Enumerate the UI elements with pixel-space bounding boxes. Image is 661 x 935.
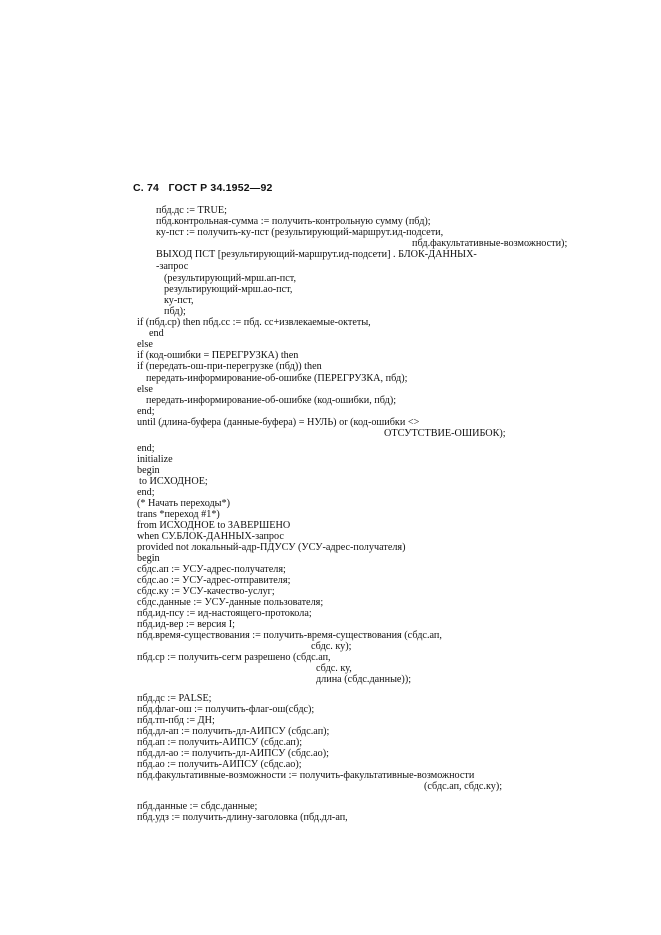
code-line: ку-пст := получить-ку-пст (результирующий-маршрут.ид-подсети, (156, 227, 444, 238)
code-line: (результирующий-мрш.ап-пст, (164, 273, 297, 284)
code-line: end; (137, 443, 155, 454)
code-line: пбд.ид-псу := ид-настоящего-протокола; (137, 608, 312, 619)
code-line: пбд.данные := сбдс.данные; (137, 801, 258, 812)
code-line: сбдс. ку, (316, 663, 352, 674)
code-line: until (длина-буфера (данные-буфера) = НУЛЬ) or (код-ошибки <> (137, 417, 420, 428)
code-line: пбд.удз := получить-длину-заголовка (пбд.дл-ап, (137, 812, 348, 823)
page-number: С. 74 (133, 182, 160, 194)
code-line: передать-информирование-об-ошибке (код-ошибки, пбд); (146, 395, 397, 406)
code-line: пбд.ср := получить-сегм разрешено (сбдс.ап, (137, 652, 331, 663)
code-line: пбд.флаг-ош := получить-флаг-ош(сбдс); (137, 704, 315, 715)
code-line: пбд.дл-ап := получить-дл-АИПСУ (сбдс.ап); (137, 726, 330, 737)
code-line: пбд.ид-вер := версия I; (137, 619, 235, 630)
code-line: if (пбд.ср) then пбд.сс := пбд. сс+извлекаемые-октеты, (137, 317, 371, 328)
code-line: end (149, 328, 164, 339)
code-line: if (код-ошибки = ПЕРЕГРУЗКА) then (137, 350, 299, 361)
code-line: пбд.тп-пбд := ДН; (137, 715, 215, 726)
code-line: пбд); (164, 306, 186, 317)
code-line: сбдс.ап := УСУ-адрес-получателя; (137, 564, 286, 575)
code-line: end; (137, 487, 155, 498)
code-line: end; (137, 406, 155, 417)
code-line: пбд.факультативные-возможности := получить-факультативные-возможности (137, 770, 475, 781)
code-line: else (137, 339, 153, 350)
code-line: пбд.факультативные-возможности); (412, 238, 568, 249)
code-line: begin (137, 465, 160, 476)
code-line: begin (137, 553, 160, 564)
code-line: пбд.ао := получить-АИПСУ (сбдс.ао); (137, 759, 302, 770)
code-line: provided not локальный-адр-ПДУСУ (УСУ-адрес-получателя) (137, 542, 406, 553)
code-line: to ИСХОДНОЕ; (139, 476, 208, 487)
code-line: сбдс.ку := УСУ-качество-услуг; (137, 586, 275, 597)
code-line: пбд.ап := получить-АИПСУ (сбдс.ап); (137, 737, 303, 748)
code-line: when СУ.БЛОК-ДАННЫХ-запрос (137, 531, 284, 542)
code-line: сбдс. ку); (311, 641, 352, 652)
code-line: передать-информирование-об-ошибке (ПЕРЕГРУЗКА, пбд); (146, 373, 408, 384)
code-line: сбдс.данные := УСУ-данные пользователя; (137, 597, 324, 608)
code-line: (* Начать переходы*) (137, 498, 231, 509)
code-line: ку-пст, (164, 295, 194, 306)
code-line: else (137, 384, 153, 395)
code-line: пбд.дл-ао := получить-дл-АИПСУ (сбдс.ао); (137, 748, 329, 759)
code-line: пбд.время-существования := получить-время-существования (сбдс.ап, (137, 630, 442, 641)
code-line: ОТСУТСТВИЕ-ОШИБОК); (384, 428, 506, 439)
code-line: длина (сбдс.данные)); (316, 674, 412, 685)
code-line: if (передать-ош-при-перегрузке (пбд)) then (137, 361, 322, 372)
code-line: trans *переход #1*) (137, 509, 220, 520)
code-line: пбд.дс := PALSE; (137, 693, 212, 704)
code-line: сбдс.ао := УСУ-адрес-отправителя; (137, 575, 291, 586)
code-line: from ИСХОДНОЕ to ЗАВЕРШЕНО (137, 520, 291, 531)
code-line: -запрос (156, 261, 189, 272)
standard-designation: ГОСТ Р 34.1952—92 (168, 182, 273, 194)
code-line: ВЫХОД ПСТ [результирующий-маршрут.ид-подсети] . БЛОК-ДАННЫХ- (156, 249, 477, 260)
code-line: результирующий-мрш.ао-пст, (164, 284, 293, 295)
code-line: (сбдс.ап, сбдс.ку); (424, 781, 503, 792)
code-line: пбд.контрольная-сумма := получить-контрольную сумму (пбд); (156, 216, 431, 227)
code-line: пбд.дс := TRUE; (156, 205, 227, 216)
code-line: initialize (137, 454, 173, 465)
